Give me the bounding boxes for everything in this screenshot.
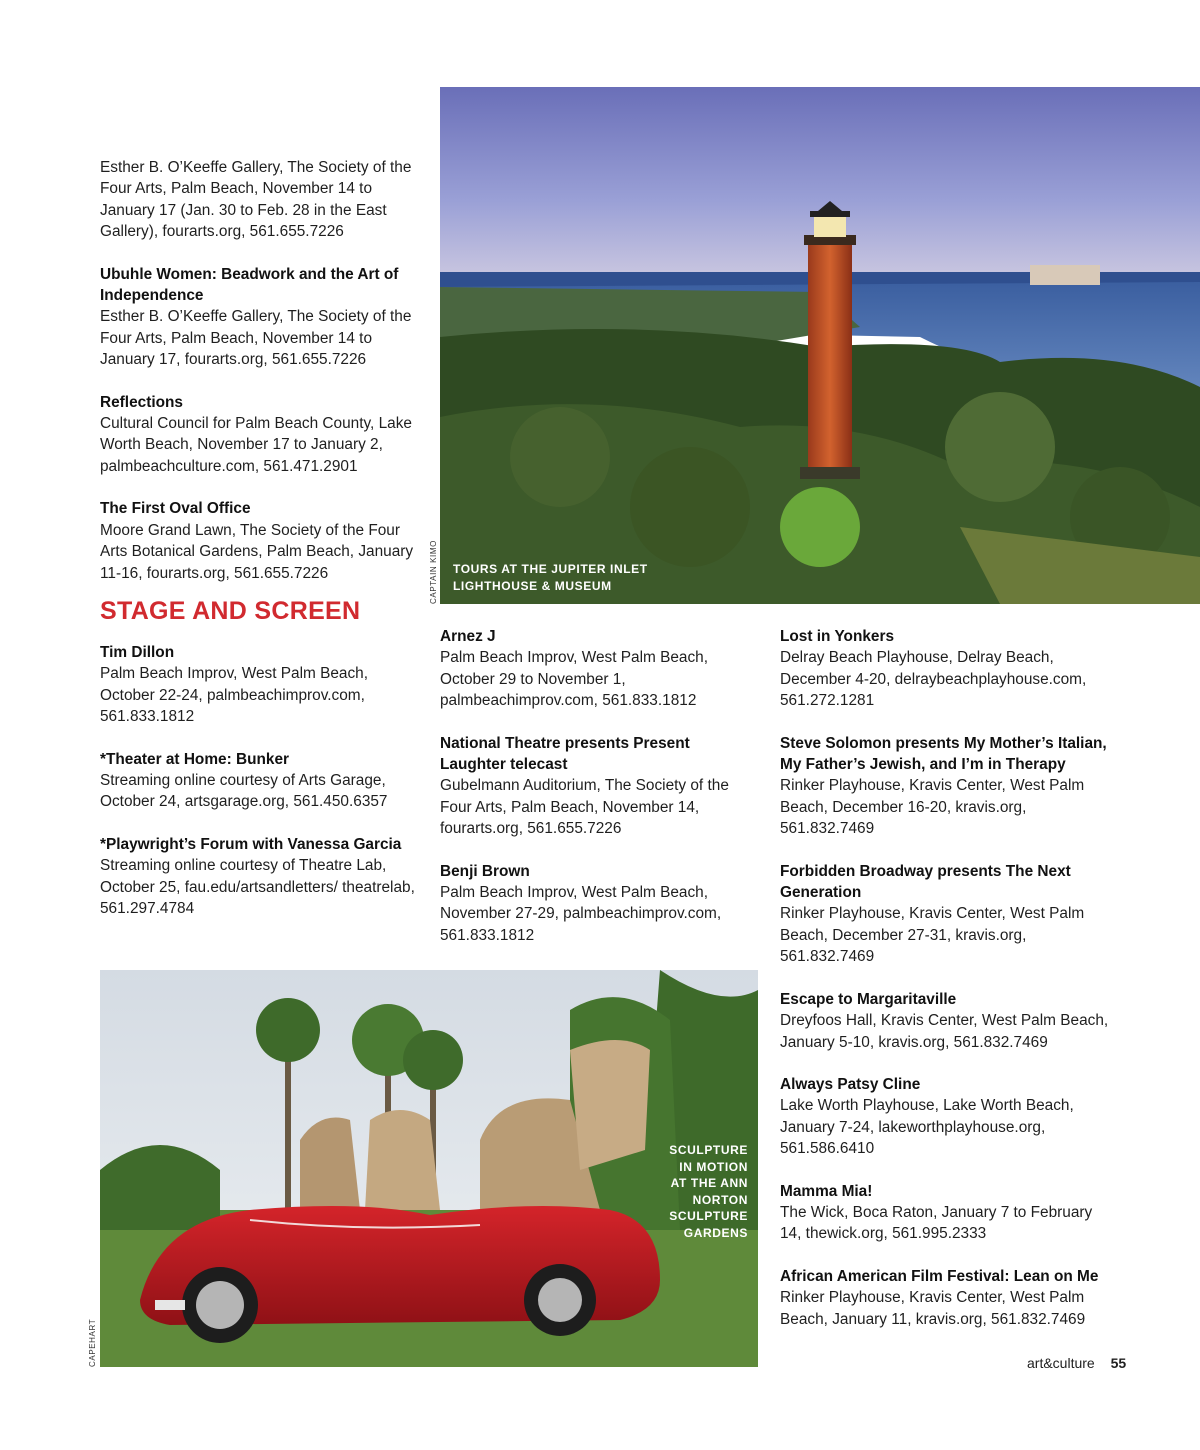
- listing-entry: [780, 989, 1110, 1053]
- listing-entry: [780, 733, 1110, 840]
- listing-details: Moore Grand Lawn, The Society of the Four Arts Botanical Gardens, Palm Beach, January 11-16, fourarts.org, 561.655.7226: [100, 521, 414, 582]
- listing-title: Ubuhle Women: Beadwork and the Art of Independence: [100, 265, 399, 305]
- listing-details: Palm Beach Improv, West Palm Beach, November 27-29, palmbeachimprov.com, 561.833.1812: [440, 884, 722, 944]
- listing-title: African American Film Festival: Lean on Me: [780, 1267, 1099, 1285]
- listing-details: Gubelmann Auditorium, The Society of the Four Arts, Palm Beach, November 14, fourarts.org, 561.655.7226: [440, 777, 729, 838]
- listing-entry: [440, 733, 740, 840]
- listing-entry: [100, 392, 415, 478]
- lighthouse-caption: [453, 561, 648, 594]
- listing-title: Arnez J: [440, 628, 496, 645]
- listing-title: Always Patsy Cline: [780, 1075, 921, 1093]
- lighthouse-caption-line-2: LIGHTHOUSE & MUSEUM: [453, 578, 612, 593]
- listing-entry: [100, 749, 415, 813]
- listing-title: Reflections: [100, 393, 183, 411]
- car-sculpture-photo: [100, 970, 758, 1367]
- listing-title: National Theatre presents Present Laughter telecast: [440, 734, 690, 774]
- listing-title: Tim Dillon: [100, 644, 175, 661]
- listing-details: The Wick, Boca Raton, January 7 to February 14, thewick.org, 561.995.2333: [780, 1203, 1093, 1243]
- section-heading: STAGE AND SCREEN: [100, 597, 361, 625]
- listing-entry: [100, 642, 415, 728]
- listing-entry: [780, 861, 1110, 968]
- listing-title: *Playwright’s Forum with Vanessa Garcia: [100, 835, 402, 853]
- column-2-listings: [440, 626, 740, 967]
- car-caption-line: SCULPTURE: [669, 1209, 748, 1223]
- listing-details: Rinker Playhouse, Kravis Center, West Palm Beach, January 11, kravis.org, 561.832.7469: [780, 1289, 1086, 1328]
- listing-title: Lost in Yonkers: [780, 628, 895, 645]
- listing-entry: [780, 626, 1110, 712]
- listing-title: Escape to Margaritaville: [780, 990, 957, 1008]
- listing-entry: [100, 498, 415, 584]
- listing-details: Dreyfoos Hall, Kravis Center, West Palm Beach, January 5-10, kravis.org, 561.832.7469: [780, 1012, 1109, 1051]
- listing-entry: [440, 626, 740, 712]
- listing-details: Palm Beach Improv, West Palm Beach, October 22-24, palmbeachimprov.com, 561.833.1812: [100, 665, 369, 726]
- listing-details: Rinker Playhouse, Kravis Center, West Palm Beach, December 27-31, kravis.org, 561.832.7469: [780, 905, 1085, 966]
- listing-details: Cultural Council for Palm Beach County, Lake Worth Beach, November 17 to January 2, palmbeachculture.com, 561.471.2901: [100, 415, 412, 475]
- listing-entry: [100, 264, 415, 371]
- page-number: 55: [1110, 1355, 1127, 1371]
- listing-title: Steve Solomon presents My Mother’s Italian, My Father’s Jewish, and I’m in Therapy: [780, 734, 1107, 774]
- listing-entry: [100, 834, 415, 920]
- column-3-listings: [780, 626, 1110, 1351]
- listing-title: Mamma Mia!: [780, 1182, 873, 1200]
- listing-details: Lake Worth Playhouse, Lake Worth Beach, January 7-24, lakeworthplayhouse.org, 561.586.6410: [780, 1097, 1074, 1158]
- listing-details: Esther B. O’Keeffe Gallery, The Society of the Four Arts, Palm Beach, November 14 to January 17 (Jan. 30 to Feb. 28 in the East Gallery), fourarts.org, 561.655.7226: [100, 159, 412, 241]
- footer-section-label: art&culture: [1027, 1355, 1095, 1371]
- listing-details: Streaming online courtesy of Theatre Lab, October 25, fau.edu/artsandletters/ theatrelab, 561.297.4784: [100, 857, 415, 918]
- listing-entry: [780, 1074, 1110, 1160]
- car-caption-line: AT THE ANN: [670, 1176, 748, 1190]
- column-1-stage-listings: [100, 596, 415, 940]
- listing-details: Streaming online courtesy of Arts Garage, October 24, artsgarage.org, 561.450.6357: [100, 772, 388, 811]
- lighthouse-caption-line-1: TOURS AT THE JUPITER INLET: [453, 562, 648, 576]
- listing-details: Delray Beach Playhouse, Delray Beach, December 4-20, delraybeachplayhouse.com, 561.272.1281: [780, 649, 1087, 710]
- car-caption: [669, 1142, 748, 1241]
- car-sculpture-image: [100, 970, 758, 1367]
- listing-details: Rinker Playhouse, Kravis Center, West Palm Beach, December 16-20, kravis.org, 561.832.7469: [780, 777, 1085, 838]
- listing-details: Palm Beach Improv, West Palm Beach, October 29 to November 1, palmbeachimprov.com, 561.833.1812: [440, 649, 709, 710]
- column-1-listings: [100, 157, 415, 605]
- listing-title: *Theater at Home: Bunker: [100, 750, 290, 768]
- listing-title: Forbidden Broadway presents The Next Generation: [780, 862, 1071, 902]
- listing-entry: [440, 861, 740, 947]
- listing-entry: [780, 1181, 1110, 1245]
- car-photo-credit: CAPEHART: [88, 1318, 97, 1367]
- listing-entry: [780, 1266, 1110, 1330]
- car-caption-line: GARDENS: [683, 1225, 748, 1240]
- listing-title: The First Oval Office: [100, 500, 251, 518]
- footer: [1027, 1355, 1126, 1371]
- car-caption-line: SCULPTURE: [669, 1143, 748, 1157]
- listing-entry: [100, 157, 415, 243]
- lighthouse-photo-credit: CAPTAIN KIMO: [429, 540, 438, 604]
- car-caption-line: IN MOTION: [679, 1159, 748, 1174]
- car-caption-line: NORTON: [692, 1192, 748, 1207]
- listing-title: Benji Brown: [440, 862, 530, 880]
- lighthouse-photo: [440, 87, 1200, 604]
- listing-details: Esther B. O’Keeffe Gallery, The Society of the Four Arts, Palm Beach, November 14 to January 17, fourarts.org, 561.655.7226: [100, 308, 412, 369]
- lighthouse-image: [440, 87, 1200, 604]
